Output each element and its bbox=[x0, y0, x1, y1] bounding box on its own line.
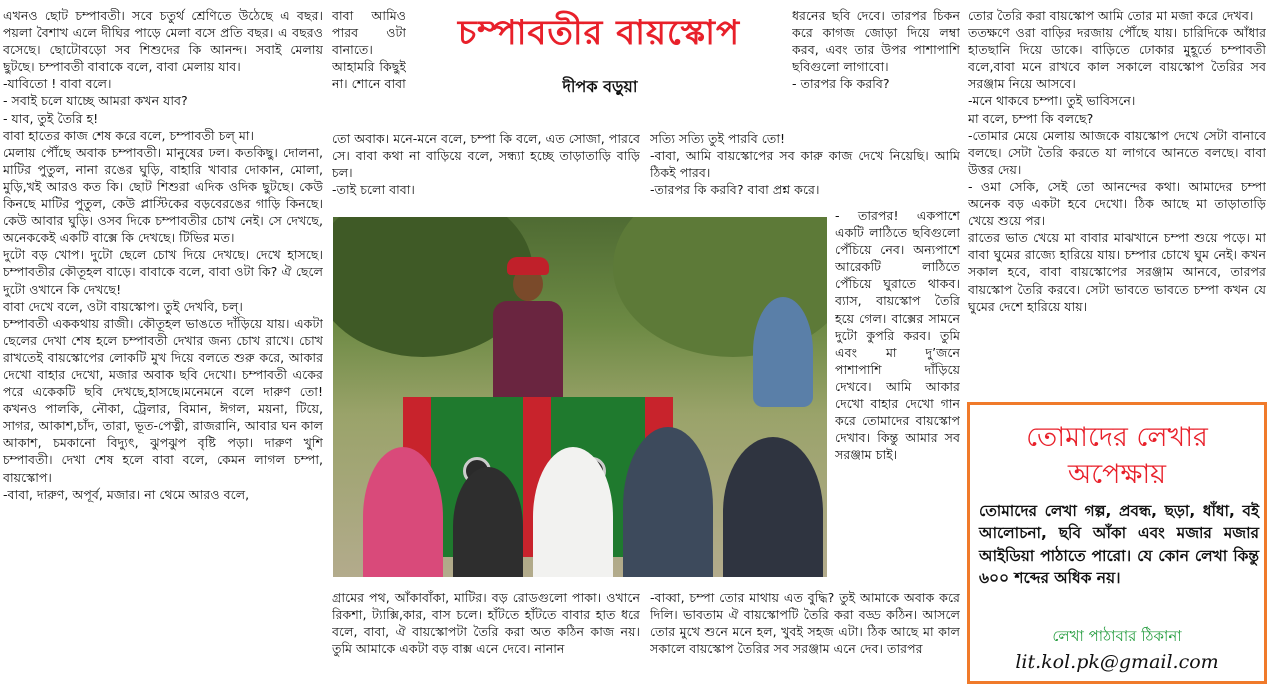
article-column-3-side bbox=[835, 207, 960, 587]
article-column-3-bottom bbox=[650, 589, 960, 689]
author-byline: দীপক বড়ুয়া bbox=[562, 77, 638, 96]
notice-body: তোমাদের লেখা গল্প, প্রবন্ধ, ছড়া, ধাঁধা, বই আলোচনা, ছবি আঁকা এবং মজার মজার আইডিয়া পাঠাতে পারো। যে কোন লেখা কিন্তু ৬০০ শব্দের অধিক নয়। bbox=[979, 502, 1259, 587]
paragraph: মা বলে, চম্পা কি বলছে? bbox=[968, 110, 1094, 126]
paragraph: মেলায় পৌঁছে অবাক চম্পাবতী। মানুষের ঢল। কতকিছু। দোলনা, মাটির পুতুল, নানা রঙের ঘুড়ি, বাহারি খাবার দোকান, মোলা, মুড়ি,খই আরও কত কি। ছোট শিশুরা এদিক ওদিক ছুটছে। কেউ কিনছে মাটির পুতুল, কেউ প্লাস্টিকের বড়বেরঙের গাড়ি কিনছে। কেউ আবার ঘুড়ি। ওসব দিকে চম্পাবতীর চোখ নেই। সে দেখছে, অনেককেই একটি বাক্সে কি দেখছে। টিভির মত। bbox=[3, 144, 323, 246]
notice-heading: তোমাদের লেখার অপেক্ষায় bbox=[1026, 422, 1208, 490]
paragraph: -বাবা, আমি বায়স্কোপের সব কারু কাজ দেখে নিয়েছি। আমি ঠিকই পারব। bbox=[650, 148, 960, 181]
paragraph: তো অবাক। মনে-মনে বলে, চম্পা কি বলে, এত সোজা, পারবে সে। বাবা কথা না বাড়িয়ে বলে, সন্ধ্যা হচ্ছে তাড়াতাড়ি বাড়ি চল। bbox=[332, 131, 640, 181]
paragraph: - সবাই চলে যাচ্ছে আমরা কখন যাব? bbox=[3, 93, 188, 109]
paragraph: বাবা দেখে বলে, ওটা বায়স্কোপ। তুই দেখবি, চল্। bbox=[3, 298, 243, 314]
bioscope-photo bbox=[333, 217, 827, 577]
paragraph: -তাই চলো বাবা। bbox=[332, 182, 415, 198]
paragraph: দুটো বড় খোপ। দুটো ছেলে চোখ দিয়ে দেখছে। দেখে হাসছে। চম্পাবতীর কৌতূহল বাড়ে। বাবাকে বলে, বাবা ওটা কি? ঐ ছেলে দুটো ওখানে কি দেখছে! bbox=[3, 247, 323, 297]
child-viewer bbox=[623, 427, 713, 577]
paragraph: -তোমার মেয়ে মেলায় আজকে বায়স্কোপ দেখে সেটা বানাবে বলছে। সেটা তৈরি করতে যা লাগবে আনতে বলছে। বাবা উত্তর দেয়। bbox=[968, 127, 1266, 177]
child-viewer bbox=[723, 437, 823, 577]
article-column-2-top bbox=[332, 7, 406, 127]
paragraph: চম্পাবতী এককথায় রাজী। কৌতূহল ভাঙতে দাঁড়িয়ে যায়। একটা ছেলের দেখা শেষ হলে চম্পাবতী দেখার জন্য চোখ রাখে। চোখ রাখতেই বায়স্কোপের লোকটি মুখ দিয়ে বলতে শুরু করে, আকার দেখো বাহার দেখো, মজার অবাক ছবি দেখো। চম্পাবতী একের পরে একেকটি ছবি দেখছে,হাসছে।মনেমনে বলে দারুণ তো! কখনও পালকি, নৌকা, ট্রেলার, বিমান, ঈগল, ময়না, টিয়ে, সাগর, আকাশ,চাঁদ, তারা, ভূত-পেত্নী, রাজরানি, আবার ঘন কাল আকাশ, চমকানো বিদ্যুৎ, ঝুপঝুপ বৃষ্টি পড়া। দারুণ খুশি চম্পাবতী। দেখা শেষ হলে বাবা বলে, কেমন লাগল চম্পা, বায়স্কোপ। bbox=[3, 315, 323, 485]
paragraph: সত্যি সত্যি তুই পারবি তো! bbox=[650, 131, 786, 146]
paragraph: - যাব, তুই তৈরি হ! bbox=[3, 110, 99, 126]
child-viewer bbox=[363, 447, 443, 577]
paragraph: -মনে থাকবে চম্পা। তুই ভাবিসনে। bbox=[968, 93, 1136, 109]
paragraph: ধরনের ছবি দেবে। তারপর চিকন করে কাগজ জোড়া দিয়ে লম্বা করব, এবং তার উপর পাশাপাশি ছবিগুলো লাগাবো। bbox=[792, 8, 960, 75]
submission-notice-box bbox=[967, 402, 1267, 684]
article-column-3 bbox=[650, 130, 960, 210]
child-viewer bbox=[453, 467, 523, 577]
paragraph: -যাবিতো ! বাবা বলে। bbox=[3, 76, 112, 92]
paragraph: রাতের ভাত খেয়ে মা বাবার মাঝখানে চম্পা শুয়ে পড়ে। মা বাবা ঘুমের রাজ্যে হারিয়ে যায়। চম্পার চোখে ঘুম নেই। কখন সকাল হবে, বাবা বায়স্কোপের সরঞ্জাম আনবে, তারপর বায়স্কোপ তৈরি করবে। সেটা ভাবতে ভাবতে চম্পা কখন যে ঘুমের দেশে হারিয়ে যায়। bbox=[968, 230, 1266, 314]
paragraph: - তারপর কি করবি? bbox=[792, 76, 890, 92]
paragraph: এখনও ছোট চম্পাবতী। সবে চতুর্থ শ্রেণিতে উঠেছে এ বছর। পয়লা বৈশাখ এলে দীঘির পাড়ে মেলা বসে প্রতি বছর। এ বছরও বসেছে। ছোটোবড়ো সব শিশুদের কি আনন্দ। সবাই মেলায় ছুটছে। চম্পাবতী বাবাকে বলে, বাবা মেলায় যাব। bbox=[3, 8, 323, 75]
article-column-1 bbox=[3, 7, 323, 689]
paragraph: -বাবা, দারুণ, অপূর্ব, মজার। না থেমে আরও বলে, bbox=[3, 486, 250, 502]
email-address: lit.kol.pk@gmail.com bbox=[1015, 651, 1219, 673]
paragraph: বাবা আমিও পারব ওটা বানাতে। আহামরি কিছুই না। শোনে বাবা bbox=[332, 8, 406, 92]
article-column-2 bbox=[332, 130, 640, 210]
article-column-2-bottom bbox=[332, 589, 640, 689]
paragraph: গ্রামের পথ, আঁকাবাঁকা, মাটির। বড় রোডগুলো পাকা। ওখানে রিকশা, ট্যাক্সি,কার, বাস চলে। হাঁটতে হাঁটতে বাবার হাত ধরে বলে, বাবা, ঐ বায়স্কোপটা তৈরি করা অত কঠিন কাজ নয়। তুমি আমাকে একটা বড় বাক্স এনে দেবে। নানান bbox=[332, 590, 640, 657]
paragraph: -বাব্বা, চম্পা তোর মাথায় এত বুদ্ধি? তুই আমাকে অবাক করে দিলি। ভাবতাম ঐ বায়স্কোপটি তৈরি করা বড্ড কঠিন। আসলে তোর মুখে শুনে মনে হল, খুবই সহজ এটা। ঠিক আছে মা কাল সকালে বায়স্কোপ তৈরির সব সরঞ্জাম এনে দেব। তারপর bbox=[650, 590, 960, 657]
paragraph: - তারপর! একপাশে একটি লাঠিতে ছবিগুলো পেঁচিয়ে নেব। অন্যপাশে আরেকটি লাঠিতে পেঁচিয়ে ঘুরাতে থাকব। ব্যাস, বায়স্কোপ তৈরি হয়ে গেল। বাক্সের সামনে দুটো কুপরি করব। তুমি এবং মা দু’জনে পাশাপাশি দাঁড়িয়ে দেখবে। আমি আকার দেখো বাহার দেখো গান করে তোমাদের বায়স্কোপ দেখাব। কিন্তু আমার সব সরঞ্জাম চাই। bbox=[835, 208, 960, 463]
article-column-3-top bbox=[792, 7, 960, 127]
paragraph: তোর তৈরি করা বায়স্কোপ আমি তোর মা মজা করে দেখব। bbox=[968, 8, 1254, 23]
paragraph: -তারপর কি করবি? বাবা প্রশ্ন করে। bbox=[650, 182, 820, 198]
background-person bbox=[753, 297, 813, 407]
paragraph: - ওমা সেকি, সেই তো আনন্দের কথা। আমাদের চম্পা অনেক বড় একটা হবে দেখো। ঠিক আছে মা তাড়াতাড়ি খেয়ে শুয়ে পর। bbox=[968, 178, 1266, 229]
child-viewer bbox=[533, 447, 613, 577]
paragraph: বাবা হাতের কাজ শেষ করে বলে, চম্পাবতী চল্ মা। bbox=[3, 127, 254, 143]
bioscope-man bbox=[483, 257, 573, 397]
address-label: লেখা পাঠাবার ঠিকানা bbox=[1052, 627, 1182, 645]
article-column-4 bbox=[968, 7, 1266, 392]
article-title: চম্পাবতীর বায়স্কোপ bbox=[457, 13, 741, 53]
paragraph: ততক্ষণে ওরা বাড়ির দরজায় পৌঁছে যায়। চারিদিকে আঁধার হাতছানি দিয়ে ডাকে। বাড়িতে ঢোকার মুহূর্তে চম্পাবতী বলে,বাবা মনে রাখবে কাল সকালে বায়স্কোপ তৈরির সব সরঞ্জাম নিয়ে আসবে। bbox=[968, 25, 1266, 92]
